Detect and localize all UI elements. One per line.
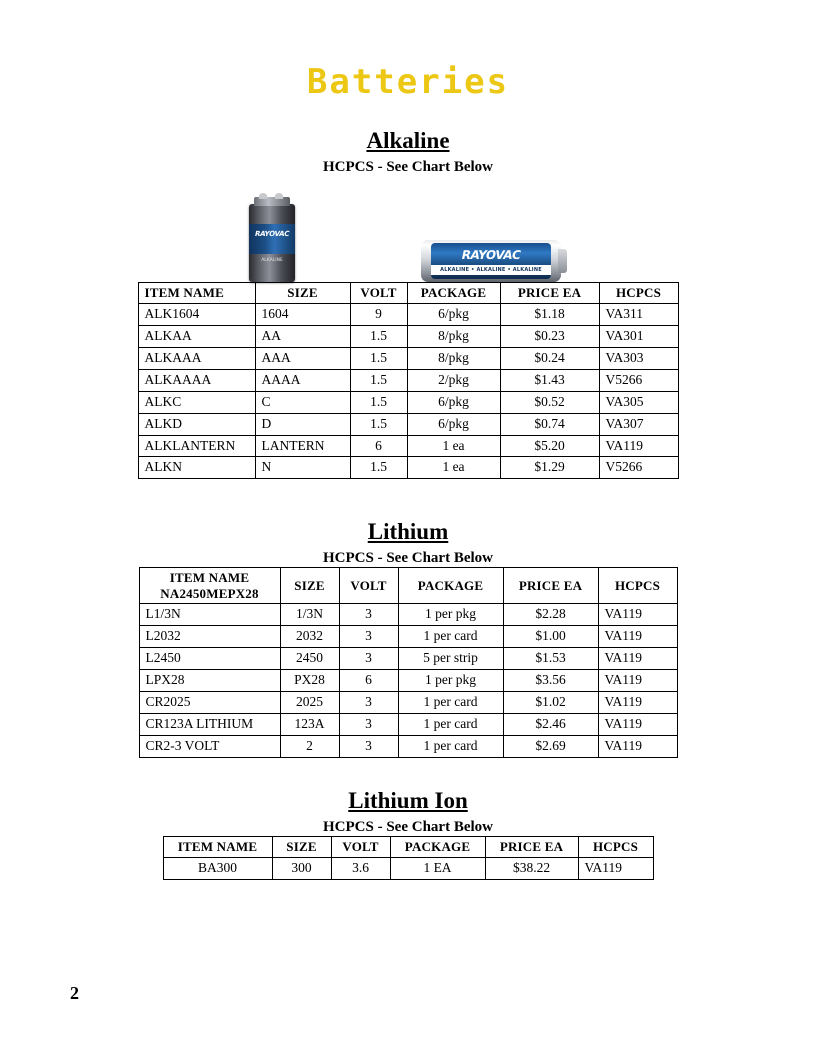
section-subheading-lithium: HCPCS - See Chart Below [323,550,493,567]
cell-hcpcs: VA119 [598,713,677,735]
section-heading-lithium-ion: Lithium Ion [348,787,468,813]
cell-size: PX28 [280,670,339,692]
battery-terminal-positive [259,193,267,199]
cell-item-name: L1/3N [139,604,280,626]
column-header-item-name-line2: NA2450MEPX28 [160,585,259,601]
cell-hcpcs: VA119 [598,670,677,692]
cell-item-name: ALKC [138,391,255,413]
cell-volt: 3 [339,713,398,735]
column-header-package: PACKAGE [407,283,500,304]
cell-hcpcs: VA119 [598,648,677,670]
cell-size: 1604 [255,304,350,326]
table-header-row [138,283,678,304]
cell-item-name: L2032 [139,626,280,648]
table-row [138,435,678,457]
column-header-item-name-line1: ITEM NAME [169,570,250,586]
column-header-volt: VOLT [331,836,390,857]
column-header-price-ea: PRICE EA [485,836,578,857]
column-header-hcpcs: HCPCS [599,283,678,304]
lithium-price-table [139,567,678,757]
section-lithium-ion [0,788,816,880]
battery-chemistry-text: ALKALINE • ALKALINE • ALKALINE [440,267,542,273]
table-row [139,691,677,713]
cell-item-name: CR2-3 VOLT [139,735,280,757]
cell-item-name: ALKAAAA [138,369,255,391]
cell-price: $5.20 [500,435,599,457]
column-header-price-ea: PRICE EA [500,283,599,304]
alkaline-price-table [138,282,679,479]
cell-item-name: ALKAAA [138,348,255,370]
table-header-row [139,568,677,604]
column-header-hcpcs: HCPCS [598,568,677,604]
cell-size: 1/3N [280,604,339,626]
cell-item-name: L2450 [139,648,280,670]
column-header-item-name: ITEM NAME [138,283,255,304]
cell-item-name: ALKLANTERN [138,435,255,457]
table-row [139,713,677,735]
rayovac-aa-battery-image [415,240,567,282]
cell-package: 6/pkg [407,413,500,435]
cell-price: $38.22 [485,857,578,879]
cell-volt: 1.5 [350,326,407,348]
table-row [138,391,678,413]
column-header-item-name: ITEM NAME [163,836,272,857]
section-alkaline [0,128,816,479]
cell-size: 123A [280,713,339,735]
table-row [138,326,678,348]
cell-size: 2032 [280,626,339,648]
cell-package: 8/pkg [407,348,500,370]
cell-price: $1.43 [500,369,599,391]
cell-volt: 3.6 [331,857,390,879]
rayovac-9v-battery-image [249,204,295,282]
cell-hcpcs: VA119 [598,691,677,713]
cell-price: $1.18 [500,304,599,326]
page-number: 2 [70,983,79,1003]
cell-volt: 1.5 [350,391,407,413]
column-header-item-name [139,568,280,604]
column-header-size: SIZE [280,568,339,604]
cell-volt: 3 [339,648,398,670]
cell-volt: 3 [339,735,398,757]
cell-hcpcs: VA119 [598,735,677,757]
cell-hcpcs: V5266 [599,369,678,391]
cell-item-name: ALKD [138,413,255,435]
column-header-volt: VOLT [339,568,398,604]
battery-label-band [249,224,295,254]
cell-package: 1 per pkg [398,604,503,626]
cell-package: 8/pkg [407,326,500,348]
table-row [139,735,677,757]
cell-price: $1.02 [503,691,598,713]
cell-size: AAA [255,348,350,370]
cell-price: $3.56 [503,670,598,692]
cell-volt: 6 [350,435,407,457]
cell-size: 2450 [280,648,339,670]
column-header-package: PACKAGE [398,568,503,604]
table-row [138,457,678,479]
cell-price: $0.52 [500,391,599,413]
battery-label [431,243,551,279]
cell-price: $1.00 [503,626,598,648]
cell-hcpcs: VA119 [599,435,678,457]
cell-volt: 6 [339,670,398,692]
battery-brand-text: RAYOVAC [460,248,522,262]
cell-size: D [255,413,350,435]
battery-positive-cap [558,249,567,273]
cell-volt: 1.5 [350,348,407,370]
cell-size: AAAA [255,369,350,391]
table-row [139,670,677,692]
cell-price: $0.74 [500,413,599,435]
cell-size: AA [255,326,350,348]
column-header-price-ea: PRICE EA [503,568,598,604]
cell-volt: 1.5 [350,369,407,391]
cell-price: $2.69 [503,735,598,757]
cell-hcpcs: VA119 [578,857,653,879]
cell-item-name: ALKN [138,457,255,479]
table-row [138,348,678,370]
cell-hcpcs: VA311 [599,304,678,326]
cell-volt: 1.5 [350,413,407,435]
section-subheading-alkaline: HCPCS - See Chart Below [323,159,493,175]
cell-hcpcs: V5266 [599,457,678,479]
cell-item-name: CR123A LITHIUM [139,713,280,735]
battery-chemistry-text: ALKALINE [261,258,283,263]
cell-hcpcs: VA119 [598,626,677,648]
table-row [138,369,678,391]
column-header-size: SIZE [272,836,331,857]
alkaline-product-images [0,190,816,282]
cell-package: 1 ea [407,457,500,479]
cell-size: N [255,457,350,479]
section-heading-lithium: Lithium [367,519,449,545]
table-row [163,857,653,879]
table-header-row [163,836,653,857]
cell-price: $1.53 [503,648,598,670]
cell-package: 1 per pkg [398,670,503,692]
column-header-package: PACKAGE [390,836,485,857]
cell-volt: 9 [350,304,407,326]
battery-brand-text: RAYOVAC [254,230,290,238]
cell-volt: 3 [339,691,398,713]
cell-volt: 3 [339,626,398,648]
cell-size: LANTERN [255,435,350,457]
cell-size: 2025 [280,691,339,713]
cell-package: 2/pkg [407,369,500,391]
cell-package: 5 per strip [398,648,503,670]
cell-item-name: LPX28 [139,670,280,692]
cell-item-name: ALK1604 [138,304,255,326]
cell-package: 6/pkg [407,391,500,413]
lithium-ion-price-table [163,836,654,880]
cell-hcpcs: VA305 [599,391,678,413]
battery-terminal-negative [275,193,283,199]
section-heading-alkaline: Alkaline [366,128,450,153]
section-lithium [0,519,816,757]
column-header-hcpcs: HCPCS [578,836,653,857]
cell-package: 6/pkg [407,304,500,326]
cell-package: 1 per card [398,735,503,757]
page-title: Batteries [306,62,510,102]
cell-hcpcs: VA119 [598,604,677,626]
cell-package: 1 EA [390,857,485,879]
column-header-volt: VOLT [350,283,407,304]
cell-size: 2 [280,735,339,757]
cell-item-name: ALKAA [138,326,255,348]
cell-price: $0.23 [500,326,599,348]
column-header-size: SIZE [255,283,350,304]
cell-volt: 3 [339,604,398,626]
cell-hcpcs: VA303 [599,348,678,370]
cell-package: 1 ea [407,435,500,457]
table-row [139,626,677,648]
cell-hcpcs: VA301 [599,326,678,348]
table-row [139,604,677,626]
cell-size: 300 [272,857,331,879]
cell-volt: 1.5 [350,457,407,479]
table-row [138,304,678,326]
cell-package: 1 per card [398,626,503,648]
cell-item-name: CR2025 [139,691,280,713]
cell-price: $2.28 [503,604,598,626]
cell-price: $0.24 [500,348,599,370]
section-subheading-lithium-ion: HCPCS - See Chart Below [323,818,493,835]
battery-chemistry-stripe [431,265,551,275]
cell-package: 1 per card [398,713,503,735]
table-row [139,648,677,670]
cell-item-name: BA300 [163,857,272,879]
table-row [138,413,678,435]
cell-hcpcs: VA307 [599,413,678,435]
cell-price: $1.29 [500,457,599,479]
cell-package: 1 per card [398,691,503,713]
cell-size: C [255,391,350,413]
cell-price: $2.46 [503,713,598,735]
